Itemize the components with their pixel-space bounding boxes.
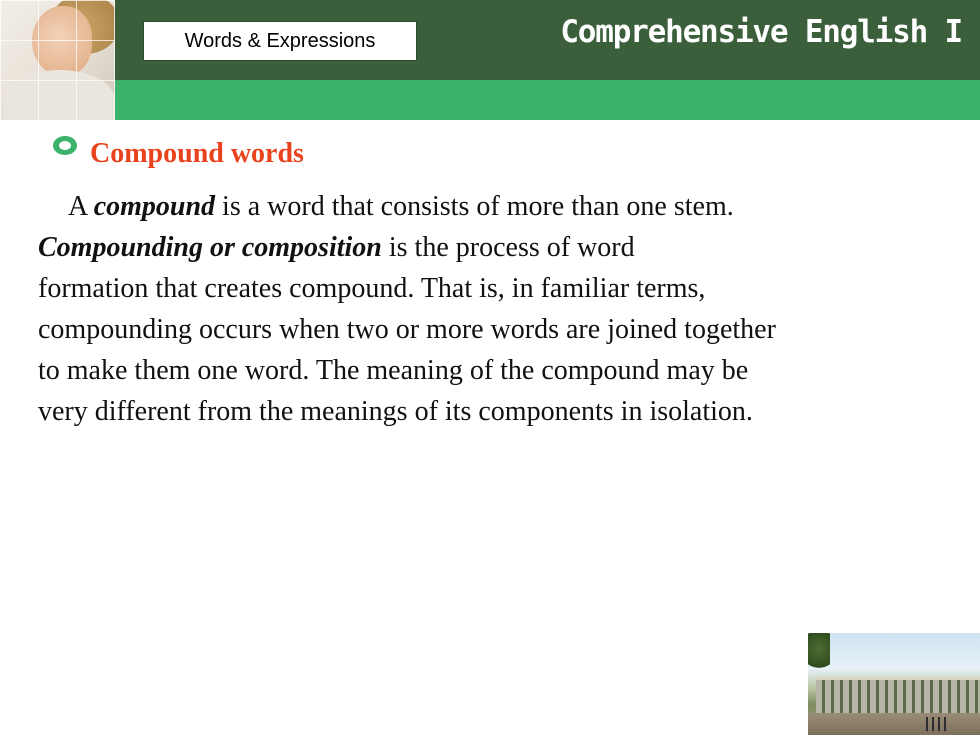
- body-line-2: [38, 227, 938, 268]
- body-line-3: formation that creates compound. That is, in familiar terms,: [38, 273, 706, 304]
- campus-building: [816, 677, 980, 716]
- header-photo: [0, 0, 115, 120]
- section-heading: Compound words: [90, 138, 304, 169]
- campus-ground: [808, 713, 980, 735]
- body-line-4: compounding occurs when two or more words are joined together: [38, 314, 776, 345]
- body-line-2-rest: is the process of word: [381, 232, 635, 263]
- body-line-1-rest: is a word that consists of more than one stem.: [215, 191, 734, 222]
- body-line-6: very different from the meanings of its components in isolation.: [38, 396, 753, 427]
- campus-tree: [808, 633, 830, 673]
- term-compounding: Compounding or composition: [38, 232, 382, 263]
- section-tab: Words & Expressions: [143, 21, 417, 61]
- campus-photo: [808, 633, 980, 735]
- campus-people: [926, 717, 946, 731]
- body-line-1: [38, 186, 938, 227]
- body-paragraph: [38, 186, 938, 432]
- course-title: Comprehensive English I: [560, 14, 962, 50]
- body-line-1-lead: A: [68, 191, 94, 222]
- header-accent-strip: [115, 80, 980, 120]
- term-compound: compound: [93, 191, 216, 222]
- ring-bullet-icon: [53, 136, 77, 155]
- photo-grid-overlay: [0, 0, 115, 120]
- body-line-5: to make them one word. The meaning of the compound may be: [38, 355, 749, 386]
